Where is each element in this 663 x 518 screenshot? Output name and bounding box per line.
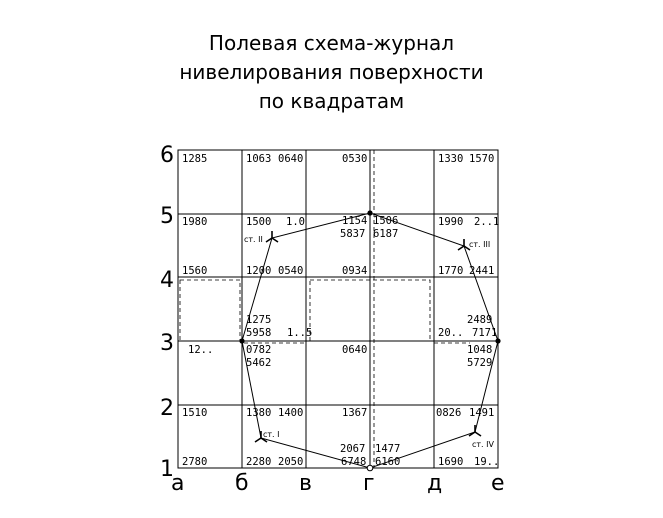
dashed-lines bbox=[180, 150, 470, 468]
row-label-5: 5 bbox=[160, 204, 174, 229]
reading-b3-3: 1..5 bbox=[287, 327, 313, 339]
reading-d5-2: 2..1 bbox=[474, 216, 500, 228]
grid bbox=[178, 150, 498, 468]
reading-d5-1: 1990 bbox=[438, 216, 464, 228]
reading-a6: 1285 bbox=[182, 153, 208, 165]
col-label-g: г bbox=[363, 471, 375, 496]
reading-g2: 1367 bbox=[342, 407, 368, 419]
reading-d4-2: 2441 bbox=[469, 265, 495, 277]
reading-g5-1: 1154 bbox=[342, 215, 368, 227]
reading-e3-4: 5729 bbox=[467, 357, 493, 369]
col-label-v: в bbox=[299, 471, 312, 496]
reading-a2: 1510 bbox=[182, 407, 208, 419]
reading-b6-1: 1063 bbox=[246, 153, 272, 165]
reading-g5-4: 6187 bbox=[373, 228, 399, 240]
col-label-a: а bbox=[171, 471, 185, 496]
reading-g1-2: 1477 bbox=[375, 443, 401, 455]
reading-d4-1: 1770 bbox=[438, 265, 464, 277]
reading-b3-4: 0782 bbox=[246, 344, 272, 356]
reading-b6-2: 0640 bbox=[278, 153, 304, 165]
reading-d1-2: 19.. bbox=[474, 456, 500, 468]
col-label-b: б bbox=[235, 471, 249, 496]
reading-b5-1: 1500 bbox=[246, 216, 272, 228]
row-label-1: 1 bbox=[160, 457, 174, 482]
reading-e3-3: 1048 bbox=[467, 344, 493, 356]
col-labels bbox=[171, 471, 505, 496]
reading-b5-2: 1.0 bbox=[286, 216, 305, 228]
reading-g1-4: 6160 bbox=[375, 456, 401, 468]
reading-d3: 20.. bbox=[438, 327, 464, 339]
col-label-d: д bbox=[427, 471, 443, 496]
reading-a3: 12.. bbox=[188, 344, 214, 356]
point-g1 bbox=[367, 465, 373, 471]
reading-d6-2: 1570 bbox=[469, 153, 495, 165]
title-line-1: Полевая схема-журнал bbox=[208, 31, 455, 55]
point-g5 bbox=[367, 210, 372, 215]
reading-b4-1: 1200 bbox=[246, 265, 272, 277]
reading-a5: 1980 bbox=[182, 216, 208, 228]
reading-a4: 1560 bbox=[182, 265, 208, 277]
reading-g5-2: 1506 bbox=[373, 215, 399, 227]
reading-b2-2: 1400 bbox=[278, 407, 304, 419]
reading-g1-1: 2067 bbox=[340, 443, 366, 455]
reading-a1: 2780 bbox=[182, 456, 208, 468]
reading-g1-3: 6748 bbox=[341, 456, 367, 468]
grid-border bbox=[178, 150, 498, 468]
reading-b3-1: 1275 bbox=[246, 314, 272, 326]
dashed-box-left bbox=[180, 280, 240, 341]
reading-g4: 0934 bbox=[342, 265, 368, 277]
row-label-4: 4 bbox=[160, 268, 174, 293]
station-label-1: ст. I bbox=[263, 430, 280, 439]
reading-b2-1: 1380 bbox=[246, 407, 272, 419]
reading-d2-1: 0826 bbox=[436, 407, 462, 419]
station-label-4: ст. IV bbox=[472, 440, 494, 449]
title-line-2: нивелирования поверхности bbox=[179, 60, 484, 84]
reading-b3-2: 5958 bbox=[246, 327, 272, 339]
row-label-2: 2 bbox=[160, 396, 174, 421]
station-label-3: ст. III bbox=[469, 240, 491, 249]
reading-b1-1: 2280 bbox=[246, 456, 272, 468]
station-label-2: ст. II bbox=[244, 235, 263, 244]
reading-b1-2: 2050 bbox=[278, 456, 304, 468]
row-label-3: 3 bbox=[160, 331, 174, 356]
reading-d6-1: 1330 bbox=[438, 153, 464, 165]
reading-g6: 0530 bbox=[342, 153, 368, 165]
reading-e3-2: 7171 bbox=[472, 327, 498, 339]
reading-g3: 0640 bbox=[342, 344, 368, 356]
reading-b4-2: 0540 bbox=[278, 265, 304, 277]
readings bbox=[182, 153, 499, 468]
row-label-6: 6 bbox=[160, 143, 174, 168]
reading-e3-1: 2489 bbox=[467, 314, 493, 326]
reading-b3-5: 5462 bbox=[246, 357, 272, 369]
col-label-e: е bbox=[491, 471, 505, 496]
title-line-3: по квадратам bbox=[258, 89, 405, 113]
reading-d2-2: 1491 bbox=[469, 407, 495, 419]
point-b3 bbox=[239, 338, 244, 343]
reading-d1-1: 1690 bbox=[438, 456, 464, 468]
tripod-icon-station-4 bbox=[469, 425, 481, 436]
row-labels bbox=[160, 143, 174, 482]
point-e3 bbox=[495, 338, 500, 343]
reading-g5-3: 5837 bbox=[340, 228, 366, 240]
